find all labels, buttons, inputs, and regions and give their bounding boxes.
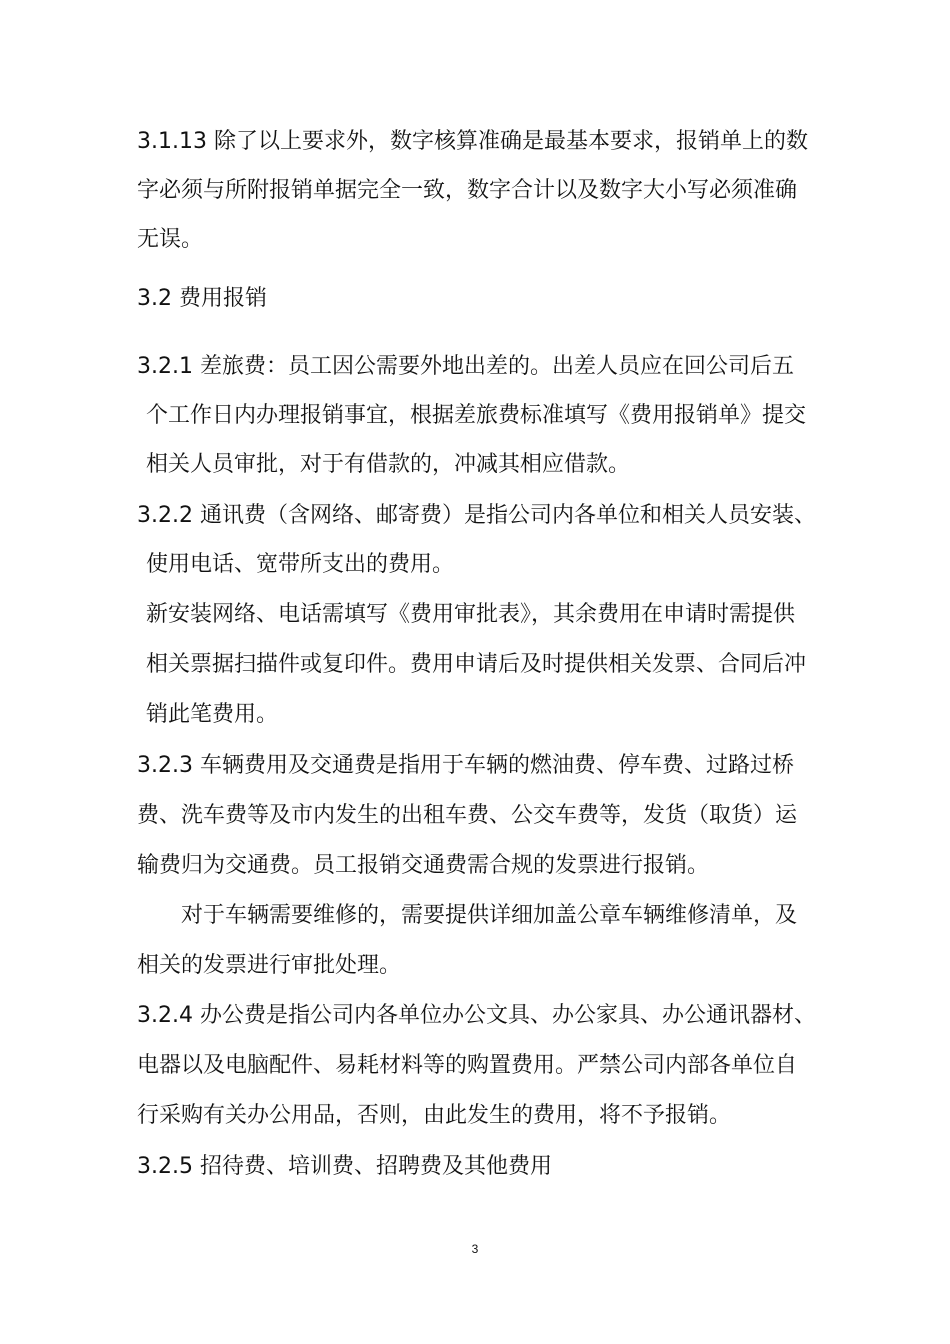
text-line: 3.2.3 车辆费用及交通费是指用于车辆的燃油费、停车费、过路过桥 — [137, 753, 794, 778]
text-line: 3.1.13 除了以上要求外，数字核算准确是最基本要求，报销单上的数 — [137, 129, 808, 154]
text-line: 3.2.2 通讯费（含网络、邮寄费）是指公司内各单位和相关人员安装、 — [137, 503, 816, 528]
text-line: 新安装网络、电话需填写《费用审批表》，其余费用在申请时需提供 — [146, 602, 796, 627]
text-line: 3.2.5 招待费、培训费、招聘费及其他费用 — [137, 1154, 552, 1179]
text-line: 对于车辆需要维修的，需要提供详细加盖公章车辆维修清单，及 — [181, 903, 798, 928]
text-line: 相关票据扫描件或复印件。费用申请后及时提供相关发票、合同后冲 — [146, 652, 807, 677]
text-line: 使用电话、宽带所支出的费用。 — [146, 552, 455, 577]
text-line: 相关人员审批，对于有借款的，冲减其相应借款。 — [146, 452, 631, 477]
text-line: 3.2.4 办公费是指公司内各单位办公文具、办公家具、办公通讯器材、 — [137, 1003, 816, 1028]
page-number: 3 — [471, 1242, 479, 1256]
text-line: 无误。 — [137, 227, 204, 252]
text-line: 费、洗车费等及市内发生的出租车费、公交车费等，发货（取货）运 — [137, 803, 798, 828]
text-line: 电器以及电脑配件、易耗材料等的购置费用。严禁公司内部各单位自 — [137, 1053, 798, 1078]
text-line: 相关的发票进行审批处理。 — [137, 953, 402, 978]
text-line: 个工作日内办理报销事宜，根据差旅费标准填写《费用报销单》提交 — [146, 403, 807, 428]
text-line: 3.2.1 差旅费：员工因公需要外地出差的。出差人员应在回公司后五 — [137, 354, 794, 379]
text-line: 行采购有关办公用品，否则，由此发生的费用，将不予报销。 — [137, 1103, 732, 1128]
text-line: 输费归为交通费。员工报销交通费需合规的发票进行报销。 — [137, 853, 710, 878]
text-line: 字必须与所附报销单据完全一致，数字合计以及数字大小写必须准确 — [137, 178, 798, 203]
section-heading: 3.2 费用报销 — [137, 286, 267, 311]
text-line: 销此笔费用。 — [146, 702, 279, 727]
